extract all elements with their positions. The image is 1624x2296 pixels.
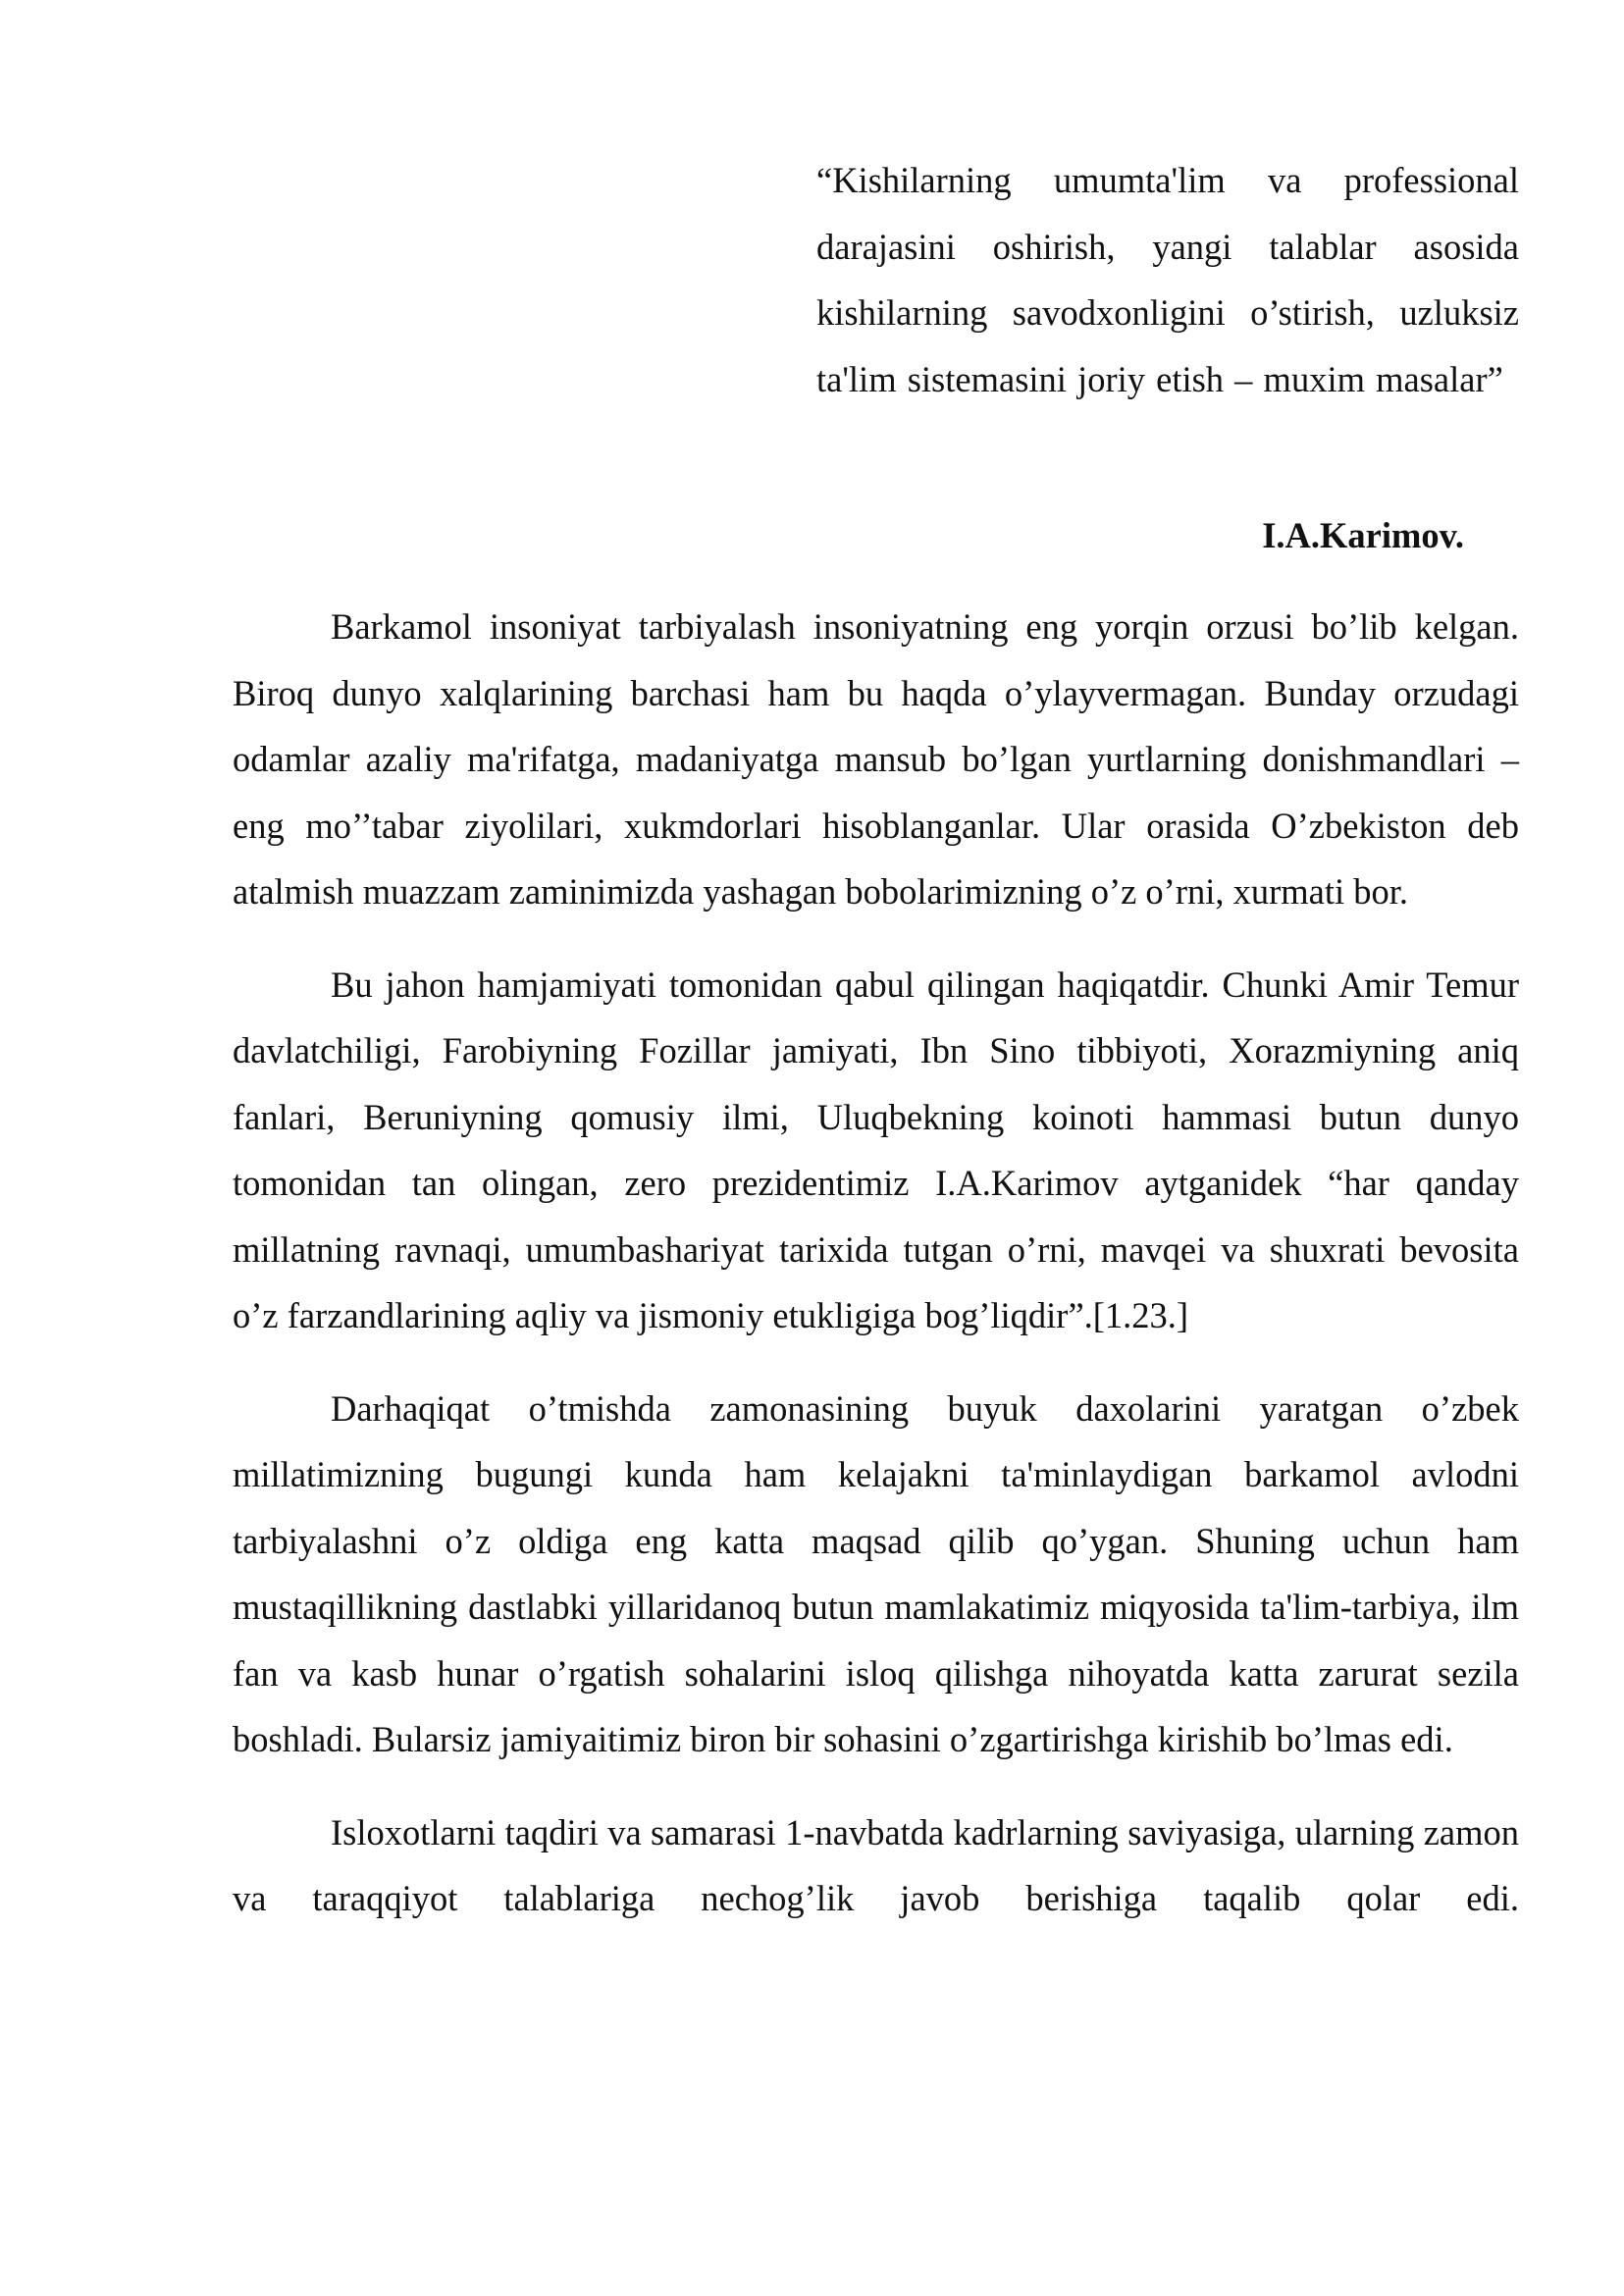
body-text (233, 594, 1519, 1932)
paragraph-1: Barkamol insoniyat tarbiyalash insoniyatning eng yorqin orzusi bo’lib kelgan. Biroq dunyo xalqlarining barchasi ham bu haqda o’ylayvermagan. Bunday orzudagi odamlar azaliy ma'rifatga, madaniyatga mansub bo’lgan yurtlarning donishmandlari – eng mo’’tabar ziyolilari, xukmdorlari hisoblanganlar. Ular orasida O’zbekiston deb atalmish muazzam zaminimizda yashagan bobolarimizning o’z o’rni, xurmati bor. (233, 606, 1519, 912)
paragraph-3: Darhaqiqat o’tmishda zamonasining buyuk daxolarini yaratgan o’zbek millatimizning bugungi kunda ham kelajakni ta'minlaydigan barkamol avlodni tarbiyalashni o’z oldiga eng katta maqsad qilib qo’ygan. Shuning uchun ham mustaqillikning dastlabki yillaridanoq butun mamlakatimiz miqyosida ta'lim-tarbiya, ilm fan va kasb hunar o’rgatish sohalarini isloq qilishga nihoyatda katta zarurat sezila boshladi. Bularsiz jamiyaitimiz biron bir sohasini o’zgartirishga kirishib bo’lmas edi. (233, 1387, 1519, 1759)
epigraph-quote: “Kishilarning umumta'lim va professional darajasini oshirish, yangi talablar asosida kishilarning savodxonligini o’stirish, uzluksiz ta'lim sistemasini joriy etish – muxim masalar” (816, 160, 1519, 399)
paragraph-2: Bu jahon hamjamiyati tomonidan qabul qilingan haqiqatdir. Chunki Amir Temur davlatchiligi, Farobiyning Fozillar jamiyati, Ibn Sino tibbiyoti, Xorazmiyning aniq fanlari, Beruniyning qomusiy ilmi, Uluqbekning koinoti hammasi butun dunyo tomonidan tan olingan, zero prezidentimiz I.A.Karimov aytganidek “har qanday millatning ravnaqi, umumbashariyat tarixida tutgan o’rni, mavqei va shuxrati bevosita o’z farzandlarining aqliy va jismoniy etukligiga bog’liqdir”.[1.23.] (233, 964, 1519, 1335)
epigraph-author: I.A.Karimov. (1262, 515, 1464, 555)
paragraph-4: Isloxotlarni taqdiri va samarasi 1-navbatda kadrlarning saviyasiga, ularning zamon va taraqqiyot talablariga nechog’lik javob berishiga taqalib qolar edi. (233, 1811, 1519, 1918)
